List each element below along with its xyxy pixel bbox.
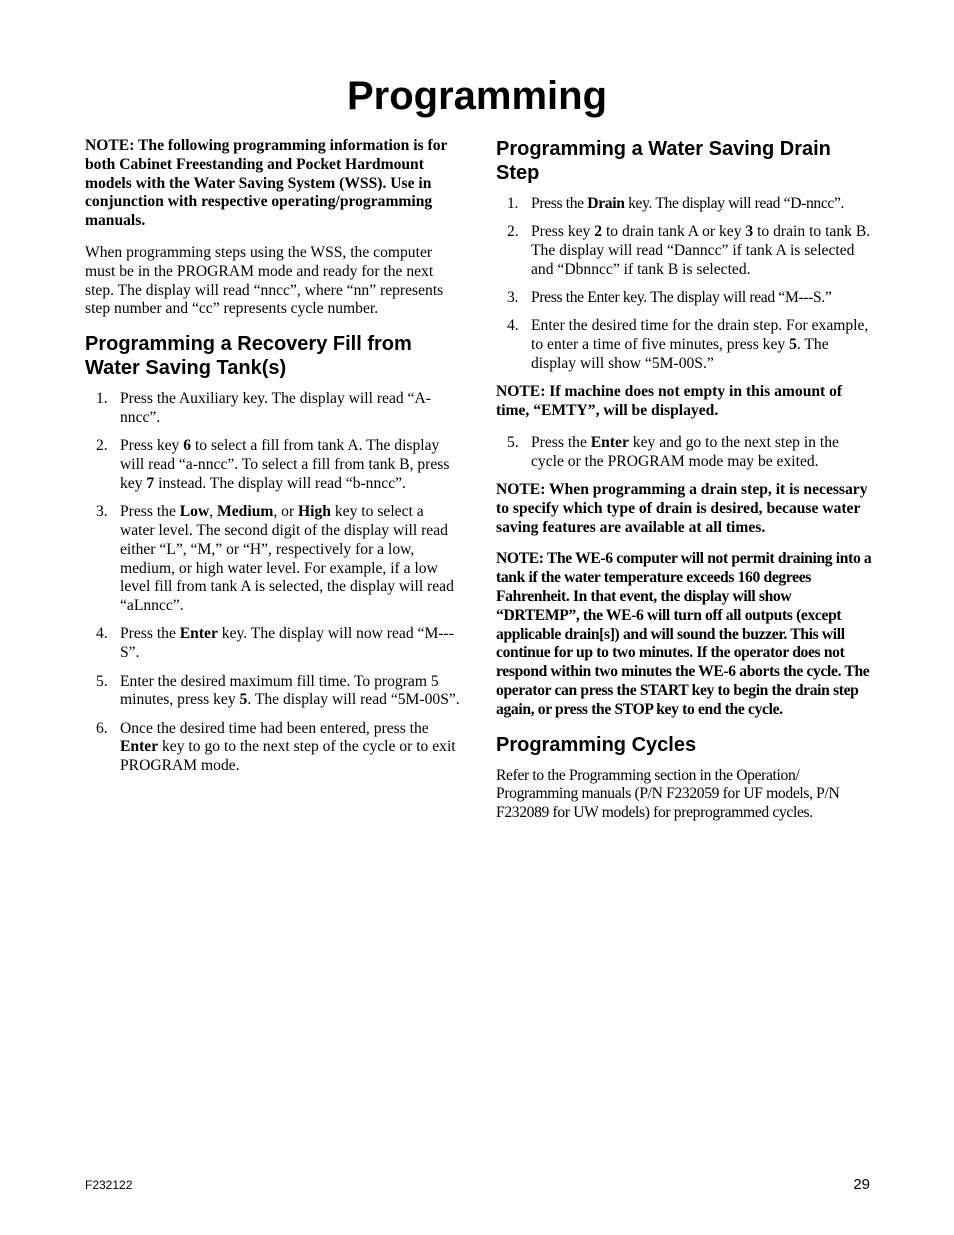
- key-label: Enter: [179, 625, 218, 643]
- drain-step-heading: Programming a Water Saving Drain Step: [496, 138, 831, 184]
- empty-note: NOTE: If machine does not empty in this amount of time, “EMTY”, will be displayed.: [496, 383, 843, 420]
- list-item: 1. Press the Drain key. The display will read “D-nncc”.: [507, 195, 845, 212]
- key-label: High: [298, 503, 331, 521]
- key-label: Medium: [217, 503, 274, 521]
- document-number: F232122: [85, 1178, 133, 1192]
- right-column: [496, 137, 874, 836]
- wss-note: NOTE: The following programming information is for both Cabinet Freestanding and Pocket Hardmount models with the Water Saving System (WSS). Use in conjunction with respective operating/programming manuals.: [85, 137, 448, 230]
- key-label: Low: [179, 503, 210, 521]
- intro-paragraph: When programming steps using the WSS, the computer must be in the PROGRAM mode and ready for the next step. The display will read “nncc”, where “nn” represents step number and “cc” represents cycle number.: [85, 243, 444, 318]
- programming-cycles-heading: Programming Cycles: [496, 733, 697, 756]
- drain-type-note: NOTE: When programming a drain step, it is necessary to specify which type of drain is desired, because water saving features are available at all times.: [496, 481, 868, 536]
- key-label: Enter: [120, 738, 159, 756]
- key-label: 3: [745, 223, 754, 241]
- key-label: Enter: [590, 433, 629, 451]
- key-label: 5: [789, 336, 797, 354]
- list-item: 2. Press key 6 to select a fill from tank A. The display will read “a-nncc”. To select a fill from tank B, press key 7 instead. The display will read “b-nncc”.: [96, 437, 450, 492]
- list-item: 4. Press the Enter key. The display will now read “M---S”.: [96, 625, 454, 662]
- list-item: 5. Enter the desired maximum fill time. To program 5 minutes, press key 5. The display will read “5M-00S”.: [96, 672, 460, 709]
- list-item: 2. Press key 2 to drain tank A or key 3 to drain to tank B. The display will read “Dannсc” if tank A is selected and “Dbnncc” if tank B is selected.: [507, 223, 871, 278]
- key-label: 7: [146, 474, 155, 492]
- drain-steps-continued: [496, 434, 874, 472]
- recovery-fill-heading: Programming a Recovery Fill from Water Saving Tank(s): [85, 333, 412, 380]
- list-item: 4. Enter the desired time for the drain step. For example, to enter a time of five minutes, press key 5. The display will show “5M-00S.”: [507, 317, 869, 373]
- list-item: 3. Press the Low, Medium, or High key to select a water level. The second digit of the display will read either “L”, “M,” or “H”, respectively for a low, medium, or high water level. For example, if a low level fill from tank A is selected, the display will read “aLnncc”.: [96, 503, 454, 615]
- key-label: 5: [239, 691, 248, 709]
- list-item: 1. Press the Auxiliary key. The display will read “A-nncc”.: [96, 390, 431, 426]
- list-item: 5. Press the Enter key and go to the next step in the cycle or the PROGRAM mode may be exited.: [507, 433, 839, 470]
- list-item: 6. Once the desired time had been entered, press the Enter key to go to the next step of the cycle or to exit PROGRAM mode.: [96, 719, 456, 775]
- page-title: Programming: [346, 74, 608, 118]
- left-column: [85, 137, 460, 786]
- we6-temperature-note: NOTE: The WE-6 computer will not permit draining into a tank if the water temperature exceeds 160 degrees Fahrenheit. In that event, the display will show “DRTEMP”, the WE-6 will turn off all outputs (except applicable drain[s]) and will sound the buzzer. This will continue for up to two minutes. If the operator does not respond within two minutes the WE-6 aborts the cycle. The operator can press the START key to begin the drain step again, or press the STOP key to end the cycle.: [496, 550, 872, 718]
- page-number: 29: [853, 1176, 870, 1193]
- recovery-fill-steps: [85, 390, 460, 776]
- key-label: 6: [183, 437, 192, 455]
- drain-steps: [496, 195, 874, 374]
- programming-cycles-paragraph: Refer to the Programming section in the Operation/ Programming manuals (P/N F232059 for UF models, P/N F232089 for UW models) for preprogrammed cycles.: [496, 766, 840, 822]
- key-label: 2: [594, 223, 603, 241]
- key-label: Drain: [587, 195, 625, 212]
- list-item: 3. Press the Enter key. The display will read “M---S.”: [507, 289, 832, 307]
